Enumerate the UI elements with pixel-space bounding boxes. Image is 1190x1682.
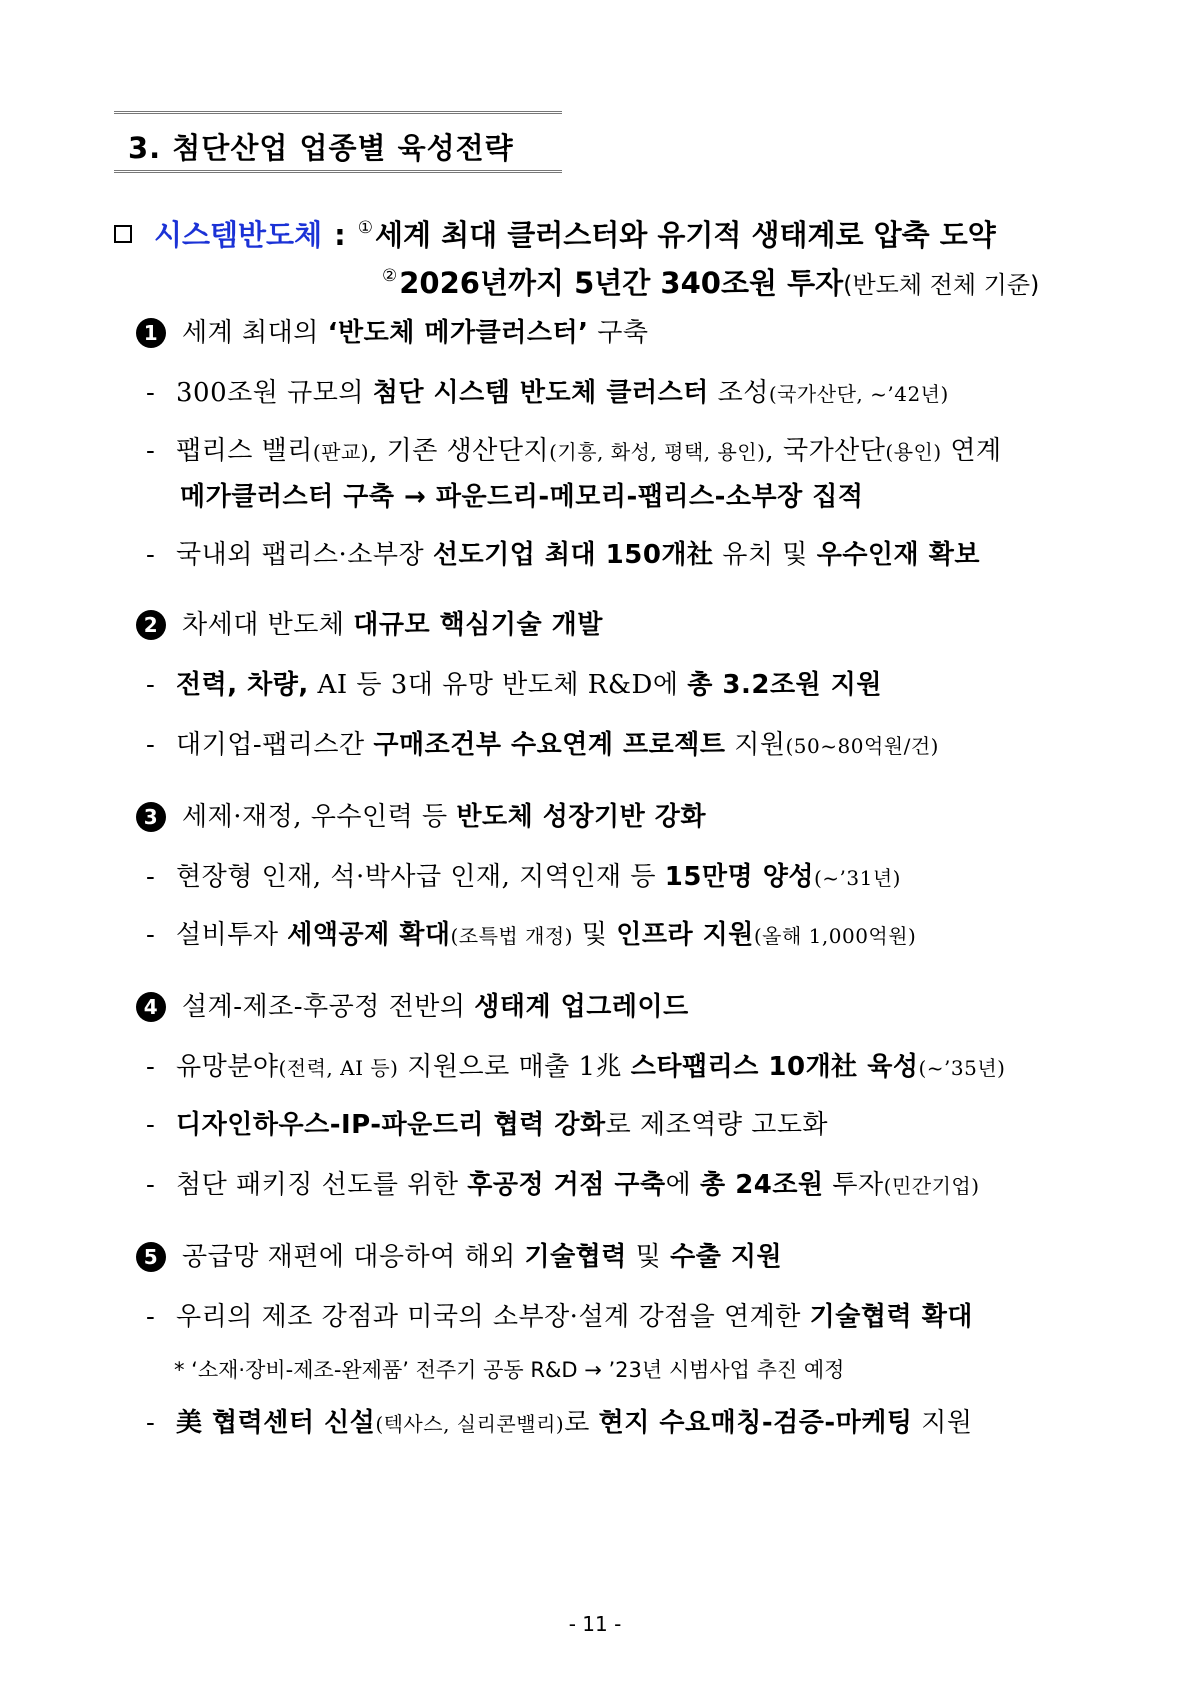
emphasis-text: 후공정 거점 구축 [467, 1170, 666, 1200]
line-text: 연계 [941, 436, 1002, 466]
dash-bullet: - [146, 1170, 156, 1200]
sub-item [146, 1164, 980, 1201]
emphasis-text: 인프라 지원 [616, 920, 754, 950]
line-text: 팹리스 밸리 [176, 436, 313, 466]
line-text: (전력, AI 등) [278, 1056, 399, 1080]
item-heading-3 [136, 796, 706, 833]
dash-bullet: - [146, 670, 156, 700]
dash-bullet: - [146, 1302, 156, 1332]
line-text: 투자 [823, 1170, 884, 1200]
emphasis-text: 총 24조원 [700, 1170, 824, 1200]
point-1-mark: ① [357, 218, 373, 238]
line-text: 차세대 반도체 [182, 610, 354, 640]
line-text: (기흥, 화성, 평택, 용인) [549, 440, 766, 464]
circled-number-icon: 5 [136, 1242, 166, 1272]
line-text: (~’35년) [918, 1056, 1006, 1080]
circled-number-icon: 1 [136, 318, 166, 348]
section-header [114, 111, 562, 173]
line-text: 지원 [912, 1408, 973, 1438]
sub-item [146, 372, 949, 409]
line-text: 로 제조역량 고도화 [605, 1110, 829, 1140]
emphasis-text: 대규모 핵심기술 개발 [353, 610, 603, 640]
sub-item [146, 1046, 1005, 1083]
line-text: (용인) [885, 440, 942, 464]
emphasis-text: 반도체 성장기반 강화 [456, 802, 707, 832]
dash-bullet: - [146, 1110, 156, 1140]
sector-name: 시스템반도체 [154, 218, 323, 252]
emphasis-text: 현지 수요매칭-검증-마케팅 [598, 1408, 913, 1438]
line-text: 국내외 팹리스·소부장 [176, 540, 433, 570]
dash-bullet: - [146, 730, 156, 760]
line-text: 첨단 패키징 선도를 위한 [176, 1170, 468, 1200]
emphasis-text: 디자인하우스-IP-파운드리 협력 강화 [176, 1110, 606, 1140]
item-heading-5 [136, 1236, 782, 1273]
circled-number-icon: 2 [136, 610, 166, 640]
item-heading-4 [136, 986, 689, 1023]
line-text: 우리의 제조 강점과 미국의 소부장·설계 강점을 연계한 [176, 1302, 810, 1332]
emphasis-text: 첨단 시스템 반도체 클러스터 [372, 378, 709, 408]
line-text: (올해 1,000억원) [753, 924, 917, 948]
item-heading-1 [136, 312, 648, 349]
emphasis-text: 美 협력센터 신설 [176, 1408, 376, 1438]
line-text: 유치 및 [713, 540, 817, 570]
line-text: 에 [665, 1170, 701, 1200]
line-text: 공급망 재편에 대응하여 해외 [182, 1242, 525, 1272]
sub-item [146, 1296, 973, 1333]
item-heading-2 [136, 604, 603, 641]
line-text: , 국가산단 [765, 436, 886, 466]
line-text: 조성 [708, 378, 769, 408]
square-bullet-icon [114, 225, 132, 243]
emphasis-text: ‘반도체 메가클러스터’ [327, 318, 589, 348]
line-text: 유망분야 [176, 1052, 279, 1082]
emphasis-text: 선도기업 최대 150개社 [432, 540, 714, 570]
line-text: 및 [626, 1242, 671, 1272]
headline-colon: : [334, 218, 346, 252]
point-2-mark: ② [382, 266, 398, 286]
line-text: (국가산단, ~’42년) [768, 382, 949, 406]
circled-number-icon: 4 [136, 992, 166, 1022]
line-text: 설비투자 [176, 920, 288, 950]
sub-item-continuation: 메가클러스터 구축 → 파운드리-메모리-팹리스-소부장 집적 [180, 482, 864, 512]
dash-bullet: - [146, 540, 156, 570]
point-2-text: 2026년까지 5년간 340조원 투자 [399, 266, 844, 300]
sub-item [146, 724, 939, 761]
emphasis-text: 기술협력 확대 [809, 1302, 973, 1332]
dash-bullet: - [146, 920, 156, 950]
line-text: (민간기업) [883, 1174, 980, 1198]
line-text: 세계 최대의 [182, 318, 328, 348]
sub-item [146, 664, 882, 701]
point-2-note: (반도체 전체 기준) [843, 271, 1040, 299]
emphasis-text: 수출 지원 [670, 1242, 783, 1272]
line-text: , 기존 생산단지 [369, 436, 550, 466]
line-text: (~’31년) [813, 866, 901, 890]
line-text: 지원으로 매출 1兆 [398, 1052, 631, 1082]
circled-number-icon: 3 [136, 802, 166, 832]
line-text: 현장형 인재, 석·박사급 인재, 지역인재 등 [176, 862, 665, 892]
emphasis-text: 스타팹리스 10개社 육성 [630, 1052, 919, 1082]
emphasis-text: 우수인재 확보 [816, 540, 980, 570]
line-text: AI 등 3대 유망 반도체 R&D에 [308, 670, 688, 700]
footnote: * ‘소재·장비-제조-완제품’ 전주기 공동 R&D → ’23년 시범사업 추진 예정 [174, 1358, 845, 1382]
dash-bullet: - [146, 862, 156, 892]
dash-bullet: - [146, 1408, 156, 1438]
line-text: 대기업-팹리스간 [176, 730, 374, 760]
emphasis-text: 구매조건부 수요연계 프로젝트 [373, 730, 726, 760]
line-text: 구축 [588, 318, 649, 348]
page-number: - 11 - [568, 1612, 622, 1636]
line-text: (판교) [312, 440, 370, 464]
headline-row-1 [114, 213, 996, 254]
line-text: (50~80억원/건) [785, 734, 939, 758]
line-text: 로 [564, 1408, 599, 1438]
line-text: 지원 [725, 730, 786, 760]
dash-bullet: - [146, 436, 156, 466]
sub-item [146, 856, 901, 893]
emphasis-text: 세액공제 확대 [287, 920, 451, 950]
emphasis-text: 15만명 양성 [664, 862, 814, 892]
sub-item [146, 430, 1002, 467]
line-text: 설계-제조-후공정 전반의 [182, 992, 475, 1022]
dash-bullet: - [146, 1052, 156, 1082]
emphasis-text: 총 3.2조원 지원 [687, 670, 882, 700]
line-text: 및 [573, 920, 617, 950]
line-text: (조특법 개정) [450, 924, 574, 948]
section-title: 3. 첨단산업 업종별 육성전략 [128, 131, 514, 165]
point-1-text: 세계 최대 클러스터와 유기적 생태계로 압축 도약 [374, 218, 996, 252]
line-text: 세제·재정, 우수인력 등 [182, 802, 457, 832]
line-text: (텍사스, 실리콘밸리) [375, 1412, 565, 1436]
emphasis-text: 생태계 업그레이드 [474, 992, 689, 1022]
dash-bullet: - [146, 378, 156, 408]
emphasis-text: 전력, 차량, [176, 670, 309, 700]
sub-item [146, 534, 980, 571]
sub-item [146, 914, 916, 951]
sub-item [146, 1104, 828, 1141]
line-text: 300조원 규모의 [176, 378, 373, 408]
emphasis-text: 기술협력 [524, 1242, 627, 1272]
sub-item [146, 1402, 973, 1439]
headline-row-2 [382, 261, 1039, 302]
